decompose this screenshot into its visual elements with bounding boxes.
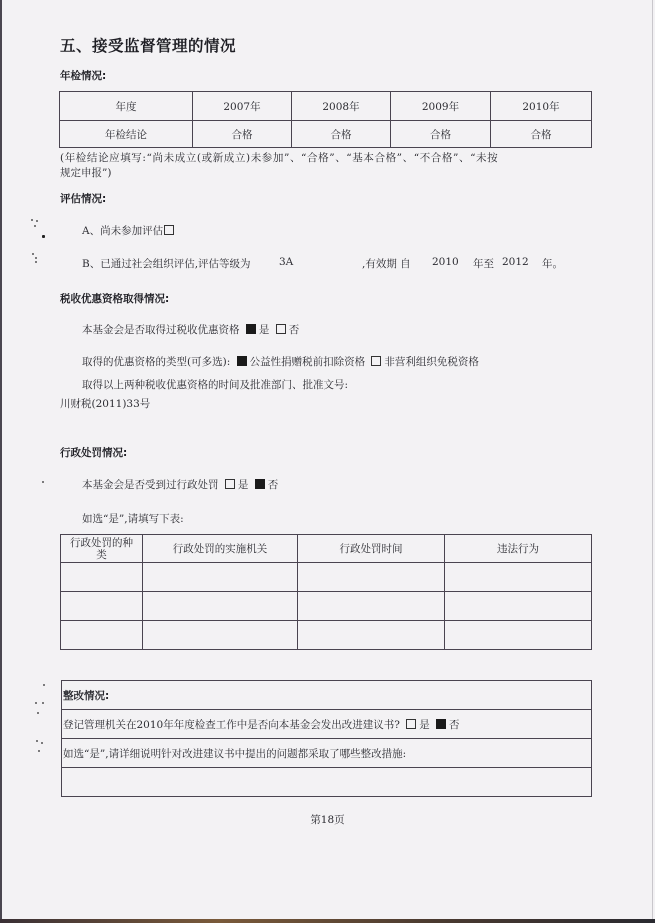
rectification-question-2: 如选“是”,请详细说明针对改进建议书中提出的问题都采取了哪些整改措施:	[62, 739, 592, 768]
scan-mark	[32, 253, 34, 255]
table-cell[interactable]	[298, 592, 445, 621]
tax-heading: 税收优惠资格取得情况:	[60, 293, 170, 305]
evaluation-valid-mid: 年至	[473, 258, 494, 270]
rectification-answer[interactable]	[62, 768, 592, 797]
penalty-yes-label: 是	[237, 479, 249, 491]
section-title: 五、接受监督管理的情况	[60, 37, 237, 55]
table-cell[interactable]	[61, 563, 143, 592]
tax-question-1-label: 本基金会是否取得过税收优惠资格	[82, 324, 240, 336]
scan-mark	[35, 257, 37, 259]
scan-mark	[42, 481, 44, 483]
table-cell: 合格	[193, 121, 292, 148]
tax-question-2-label: 取得的优惠资格的类型(可多选):	[82, 356, 231, 368]
table-cell[interactable]	[143, 563, 298, 592]
table-cell[interactable]	[445, 592, 592, 621]
table-row	[61, 563, 592, 592]
table-cell[interactable]	[298, 621, 445, 650]
rectification-table	[61, 680, 592, 797]
table-cell: 合格	[391, 121, 491, 148]
tax-question-3: 取得以上两种税收优惠资格的时间及批准部门、批准文号:	[82, 379, 349, 391]
rectification-answer-row	[62, 768, 592, 797]
table-cell[interactable]	[143, 621, 298, 650]
penalty-table	[60, 534, 592, 650]
column-header: 行政处罚时间	[298, 535, 445, 563]
scan-mark	[43, 684, 45, 686]
rectification-heading-row	[62, 681, 592, 710]
rectification-yes-label: 是	[419, 718, 430, 731]
tax-question-1	[82, 322, 299, 337]
penalty-instruction: 如选“是”,请填写下表:	[82, 513, 184, 525]
tax-yes-checkbox[interactable]	[246, 324, 256, 334]
evaluation-grade[interactable]: 3A	[279, 256, 294, 268]
scan-mark	[38, 750, 40, 752]
scan-mark	[36, 220, 38, 222]
annual-inspection-heading: 年检情况:	[60, 70, 107, 82]
penalty-table-header	[61, 535, 592, 563]
rectification-yes-checkbox[interactable]	[406, 719, 416, 729]
scan-mark	[35, 702, 37, 704]
table-cell[interactable]	[445, 621, 592, 650]
table-cell: 年度	[60, 92, 193, 121]
tax-approval-number[interactable]: 川财税(2011)33号	[60, 398, 151, 410]
scan-edge-left	[0, 0, 2, 923]
rectification-question-1	[62, 710, 592, 739]
annual-inspection-table	[59, 91, 592, 148]
rectification-heading: 整改情况:	[62, 681, 592, 710]
penalty-heading: 行政处罚情况:	[60, 447, 128, 459]
table-row	[61, 621, 592, 650]
tax-type-exemption-label: 非营利组织免税资格	[384, 356, 479, 368]
scan-mark	[36, 740, 38, 742]
table-row	[61, 592, 592, 621]
table-cell: 年检结论	[60, 121, 193, 148]
rectification-instruction-row	[62, 739, 592, 768]
table-cell[interactable]	[445, 563, 592, 592]
column-header: 行政处罚的种类	[61, 535, 143, 563]
scan-mark	[35, 261, 37, 263]
table-row-year	[60, 92, 592, 121]
penalty-no-checkbox[interactable]	[255, 479, 265, 489]
evaluation-valid-to[interactable]: 2012	[502, 256, 529, 268]
tax-type-exemption-checkbox[interactable]	[371, 356, 381, 366]
evaluation-valid-from[interactable]: 2010	[432, 256, 459, 268]
evaluation-option-a	[82, 223, 174, 238]
evaluation-valid-prefix: ,有效期 自	[362, 258, 411, 270]
tax-no-checkbox[interactable]	[276, 324, 286, 334]
table-cell: 2010年	[491, 92, 592, 121]
rectification-no-checkbox[interactable]	[436, 719, 446, 729]
scan-mark	[42, 702, 44, 704]
table-cell[interactable]	[61, 621, 143, 650]
inspection-note-line2: 规定申报”)	[60, 167, 112, 179]
table-cell: 合格	[491, 121, 592, 148]
column-header: 行政处罚的实施机关	[143, 535, 298, 563]
table-cell[interactable]	[298, 563, 445, 592]
column-header: 违法行为	[445, 535, 592, 563]
table-cell[interactable]	[61, 592, 143, 621]
evaluation-option-a-label: A、尚未参加评估	[82, 225, 164, 237]
penalty-question	[82, 477, 278, 492]
table-cell: 2007年	[193, 92, 292, 121]
scan-mark	[42, 235, 45, 238]
table-row-result	[60, 121, 592, 148]
rectification-question-row	[62, 710, 592, 739]
scan-mark	[31, 219, 33, 221]
tax-type-deduction-label: 公益性捐赠税前扣除资格	[249, 356, 366, 368]
rectification-no-label: 否	[449, 718, 460, 731]
evaluation-option-b-prefix: B、已通过社会组织评估,评估等级为	[82, 258, 251, 270]
table-cell: 2008年	[292, 92, 391, 121]
table-cell[interactable]	[143, 592, 298, 621]
scan-edge-bottom	[0, 919, 655, 923]
rectification-question-1-label: 登记管理机关在2010年年度检查工作中是否向本基金会发出改进建议书?	[63, 718, 400, 731]
evaluation-heading: 评估情况:	[60, 193, 107, 205]
scan-mark	[34, 225, 36, 227]
penalty-yes-checkbox[interactable]	[225, 479, 235, 489]
page-number: 第18页	[310, 814, 345, 826]
penalty-question-label: 本基金会是否受到过行政处罚	[82, 479, 219, 491]
inspection-note-line1: (年检结论应填写:“尚未成立(或新成立)未参加”、“合格”、“基本合格”、“不合格”、“未按	[60, 152, 499, 164]
tax-type-deduction-checkbox[interactable]	[237, 356, 247, 366]
tax-yes-label: 是	[258, 324, 270, 336]
table-cell: 2009年	[391, 92, 491, 121]
tax-no-label: 否	[288, 324, 300, 336]
penalty-no-label: 否	[267, 479, 279, 491]
table-cell: 合格	[292, 121, 391, 148]
scan-edge-right	[652, 0, 653, 919]
evaluation-valid-suffix: 年。	[542, 258, 563, 270]
scan-mark	[37, 712, 39, 714]
tax-question-2	[82, 354, 479, 369]
scan-mark	[41, 742, 43, 744]
evaluation-option-a-checkbox[interactable]	[164, 225, 174, 235]
